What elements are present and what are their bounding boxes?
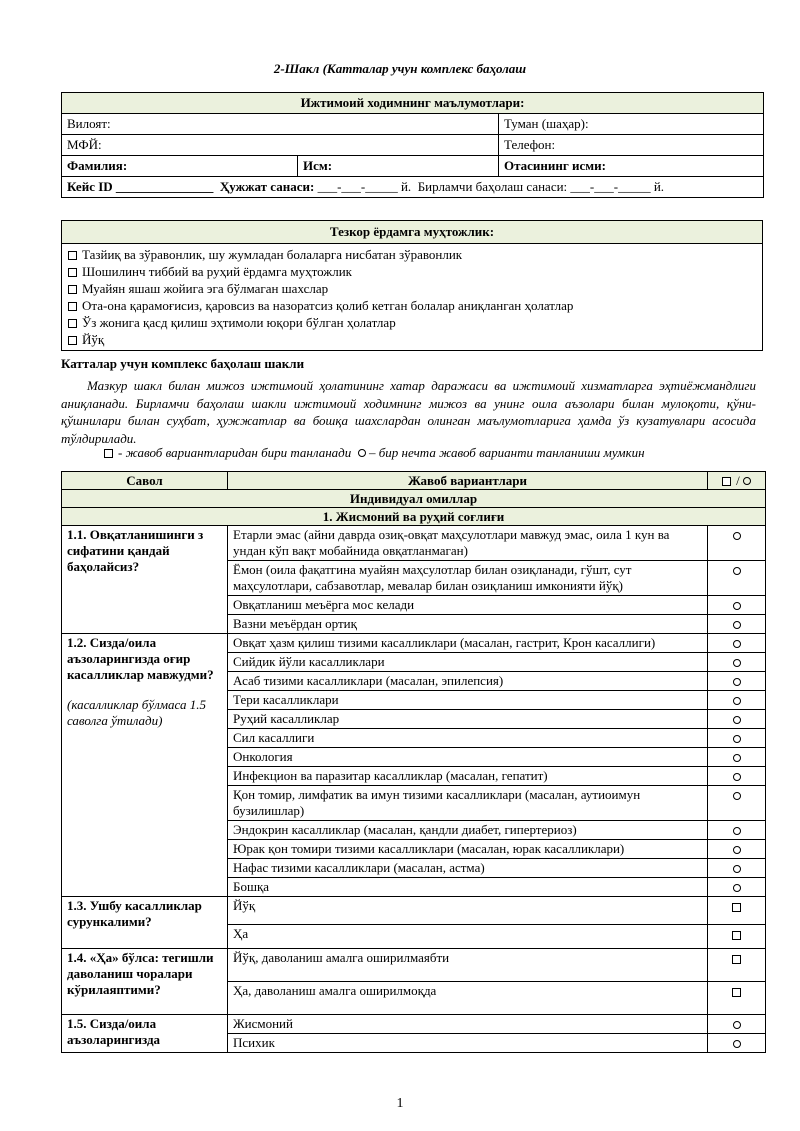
answer-mark-cell	[708, 634, 766, 653]
name-field[interactable]: Исм:	[298, 156, 499, 177]
primary-date-label: Бирламчи баҳолаш санаси:	[417, 179, 568, 194]
radio-circle-icon[interactable]	[733, 846, 741, 854]
answer-row	[62, 1015, 766, 1034]
answer-text: Бошқа	[228, 878, 708, 897]
answer-text: Ёмон (оила фақатгина муайян маҳсулотлар билан озиқланади, гўшт, сут маҳсулотлари, сабзавотлар, мевалар билан озиқланиш имконияти йўқ)	[228, 561, 708, 596]
section-title: Катталар учун комплекс баҳолаш шакли	[61, 356, 305, 371]
radio-circle-icon[interactable]	[733, 792, 741, 800]
social-worker-info-table	[61, 92, 764, 198]
answer-text: Инфекцион ва паразитар касалликлар (масалан, гепатит)	[228, 767, 708, 786]
checkbox-icon[interactable]	[732, 955, 741, 964]
answer-mark-cell	[708, 925, 766, 949]
question-text: 1.4. «Ҳа» бўлса: тегишли даволаниш чоралари кўрилаяптими?	[67, 950, 214, 997]
checkbox-icon[interactable]	[732, 903, 741, 912]
question-cell	[62, 897, 228, 949]
answer-mark-cell	[708, 596, 766, 615]
case-dates-row	[62, 177, 764, 198]
answer-mark-cell	[708, 1015, 766, 1034]
checkbox-icon[interactable]	[68, 336, 77, 345]
answer-mark-cell	[708, 653, 766, 672]
region-field[interactable]: Вилоят:	[62, 114, 499, 135]
answer-mark-cell	[708, 821, 766, 840]
checkbox-icon	[722, 477, 731, 486]
radio-circle-icon[interactable]	[733, 754, 741, 762]
answer-text: Нафас тизими касалликлари (масалан, астма)	[228, 859, 708, 878]
urgent-help-header: Тезкор ёрдамга муҳтожлик:	[62, 221, 762, 244]
answer-text: Овқат ҳазм қилиш тизими касалликлари (масалан, гастрит, Крон касаллиги)	[228, 634, 708, 653]
urgent-item-label: Ота-она қарамоғисиз, қаровсиз ва назоратсиз қолиб кетган болалар аниқланган ҳолатлар	[82, 298, 574, 313]
radio-circle-icon[interactable]	[733, 884, 741, 892]
urgent-item-label: Муайян яшаш жойига эга бўлмаган шахслар	[82, 281, 329, 296]
answer-text: Руҳий касалликлар	[228, 710, 708, 729]
checkbox-icon[interactable]	[68, 251, 77, 260]
radio-circle-icon[interactable]	[733, 678, 741, 686]
radio-circle-icon[interactable]	[733, 659, 741, 667]
page-title: 2-Шакл (Катталар учун комплекс баҳолаш	[273, 61, 527, 76]
checkbox-icon[interactable]	[68, 319, 77, 328]
answer-text: Йўқ, даволаниш амалга оширилмаябти	[228, 949, 708, 982]
answer-text: Қон томир, лимфатик ва имун тизими касалликлари (масалан, аутиоимун бузилишлар)	[228, 786, 708, 821]
question-cell	[62, 526, 228, 634]
marks-separator: /	[736, 473, 740, 488]
radio-circle-icon[interactable]	[733, 1040, 741, 1048]
answer-mark-cell	[708, 897, 766, 925]
answer-mark-cell	[708, 840, 766, 859]
question-cell	[62, 1015, 228, 1053]
radio-circle-icon[interactable]	[733, 735, 741, 743]
urgent-item-label: Йўқ	[82, 332, 105, 347]
urgent-item-label: Тазйиқ ва зўравонлик, шу жумладан болаларга нисбатан зўравонлик	[82, 247, 463, 262]
checkbox-icon[interactable]	[732, 931, 741, 940]
answer-text: Жисмоний	[228, 1015, 708, 1034]
col-question-header: Савол	[62, 472, 228, 490]
urgent-item[interactable]	[68, 280, 757, 297]
radio-circle-icon[interactable]	[733, 1021, 741, 1029]
legend-single: - жавоб вариантларидан бири танланади	[118, 445, 352, 460]
legend-multi: – бир нечта жавоб варианти танланиши мумкин	[368, 445, 645, 460]
urgent-help-box	[61, 220, 763, 351]
radio-circle-icon[interactable]	[733, 621, 741, 629]
radio-circle-icon[interactable]	[733, 532, 741, 540]
answer-text: Сийдик йўли касалликлари	[228, 653, 708, 672]
answer-text: Тери касалликлари	[228, 691, 708, 710]
answer-mark-cell	[708, 729, 766, 748]
col-marks-header	[708, 472, 766, 490]
info-header: Ижтимоий ходимнинг маълумотлари:	[62, 93, 764, 114]
checkbox-icon[interactable]	[732, 988, 741, 997]
question-text: 1.3. Ушбу касалликлар сурункалими?	[67, 898, 202, 929]
urgent-item[interactable]	[68, 314, 757, 331]
radio-circle-icon[interactable]	[733, 602, 741, 610]
answer-text: Сил касаллиги	[228, 729, 708, 748]
mfy-field[interactable]: МФЙ:	[62, 135, 499, 156]
answer-text: Етарли эмас (айни даврда озиқ-овқат маҳсулотлари мавжуд эмас, оила 1 кун ва ундан кўп вақт мобайнида овқатланмаган)	[228, 526, 708, 561]
answer-text: Юрак қон томири тизими касалликлари (масалан, юрак касалликлари)	[228, 840, 708, 859]
col-answers-header: Жавоб вариантлари	[228, 472, 708, 490]
answer-mark-cell	[708, 691, 766, 710]
answer-text: Психик	[228, 1034, 708, 1053]
answer-row	[62, 897, 766, 925]
intro-paragraph: Мазкур шакл билан мижоз ижтимоий ҳолатининг хатар даражаси ва ижтимоий хизматларга эҳтиёжмандлиги аниқланади. Бирламчи баҳолаш шакли ижтимоий ходимнинг мижоз ва унинг оила аъзолари билан мулоқоти, қўни-қўшнилари билан суҳбат, ҳужжатлар ва бошқа шахслардан олинган маълумотларига ҳамда ўз кузатувлари асосида тўлдирилади.	[61, 378, 756, 446]
urgent-item-label: Шошилинч тиббий ва руҳий ёрдамга муҳтожлик	[82, 264, 352, 279]
doc-date-label: Ҳужжат санаси:	[219, 179, 315, 194]
doc-date-blank[interactable]: ___-___-_____ й.	[317, 179, 412, 194]
circle-icon	[743, 477, 751, 485]
answer-mark-cell	[708, 615, 766, 634]
answer-row	[62, 949, 766, 982]
answer-row	[62, 526, 766, 561]
patronymic-field[interactable]: Отасининг исми:	[499, 156, 764, 177]
checkbox-icon[interactable]	[68, 302, 77, 311]
answer-mark-cell	[708, 672, 766, 691]
answer-text: Овқатланиш меъёрга мос келади	[228, 596, 708, 615]
radio-circle-icon[interactable]	[733, 640, 741, 648]
question-cell	[62, 949, 228, 1015]
phone-field[interactable]: Телефон:	[499, 135, 764, 156]
answer-mark-cell	[708, 526, 766, 561]
answer-mark-cell	[708, 878, 766, 897]
radio-circle-icon[interactable]	[733, 865, 741, 873]
case-id-blank[interactable]: _______________	[115, 179, 214, 194]
radio-circle-icon[interactable]	[733, 827, 741, 835]
answer-mark-cell	[708, 949, 766, 982]
answer-text: Ҳа	[228, 925, 708, 949]
answer-mark-cell	[708, 767, 766, 786]
subgroup-header: 1. Жисмоний ва руҳий соғлиғи	[62, 508, 766, 526]
answer-text: Эндокрин касалликлар (масалан, қандли диабет, гипертериоз)	[228, 821, 708, 840]
question-note: (касалликлар бўлмаса 1.5 саволга ўтилади)	[67, 697, 206, 728]
urgent-item[interactable]	[68, 263, 757, 280]
page-number: 1	[396, 1096, 404, 1111]
district-field[interactable]: Туман (шаҳар):	[499, 114, 764, 135]
radio-circle-icon[interactable]	[733, 567, 741, 575]
checkbox-icon	[104, 449, 113, 458]
answer-mark-cell	[708, 561, 766, 596]
radio-circle-icon[interactable]	[733, 773, 741, 781]
answer-text: Асаб тизими касалликлари (масалан, эпилепсия)	[228, 672, 708, 691]
urgent-item[interactable]	[68, 246, 757, 263]
radio-circle-icon[interactable]	[733, 697, 741, 705]
answer-mark-cell	[708, 1034, 766, 1053]
group-header: Индивидуал омиллар	[62, 490, 766, 508]
question-text: 1.1. Овқатланишинги з сифатини қандай баҳолайсиз?	[67, 527, 204, 574]
answer-mark-cell	[708, 786, 766, 821]
urgent-item[interactable]	[68, 331, 757, 348]
question-text: 1.2. Сизда/оила аъзоларингизда оғир касалликлар мавжудми?	[67, 635, 214, 682]
case-id-label: Кейс ID	[67, 179, 113, 194]
checkbox-icon[interactable]	[68, 268, 77, 277]
answer-text: Ҳа, даволаниш амалга оширилмоқда	[228, 982, 708, 1015]
question-text: 1.5. Сизда/оила аъзоларингизда	[67, 1016, 161, 1047]
urgent-help-list	[62, 244, 762, 350]
urgent-item[interactable]	[68, 297, 757, 314]
primary-date-blank[interactable]: ___-___-_____ й.	[570, 179, 665, 194]
radio-circle-icon[interactable]	[733, 716, 741, 724]
answer-text: Йўқ	[228, 897, 708, 925]
answer-mark-cell	[708, 710, 766, 729]
urgent-item-label: Ўз жонига қасд қилиш эҳтимоли юқори бўлган ҳолатлар	[82, 315, 396, 330]
answer-mark-cell	[708, 982, 766, 1015]
question-cell	[62, 634, 228, 897]
checkbox-icon[interactable]	[68, 285, 77, 294]
answer-row	[62, 634, 766, 653]
assessment-table	[61, 471, 766, 1053]
answer-text: Онкология	[228, 748, 708, 767]
surname-field[interactable]: Фамилия:	[62, 156, 298, 177]
legend	[104, 445, 645, 461]
circle-icon	[358, 449, 366, 457]
answer-mark-cell	[708, 748, 766, 767]
answer-text: Вазни меъёрдан ортиқ	[228, 615, 708, 634]
answer-mark-cell	[708, 859, 766, 878]
